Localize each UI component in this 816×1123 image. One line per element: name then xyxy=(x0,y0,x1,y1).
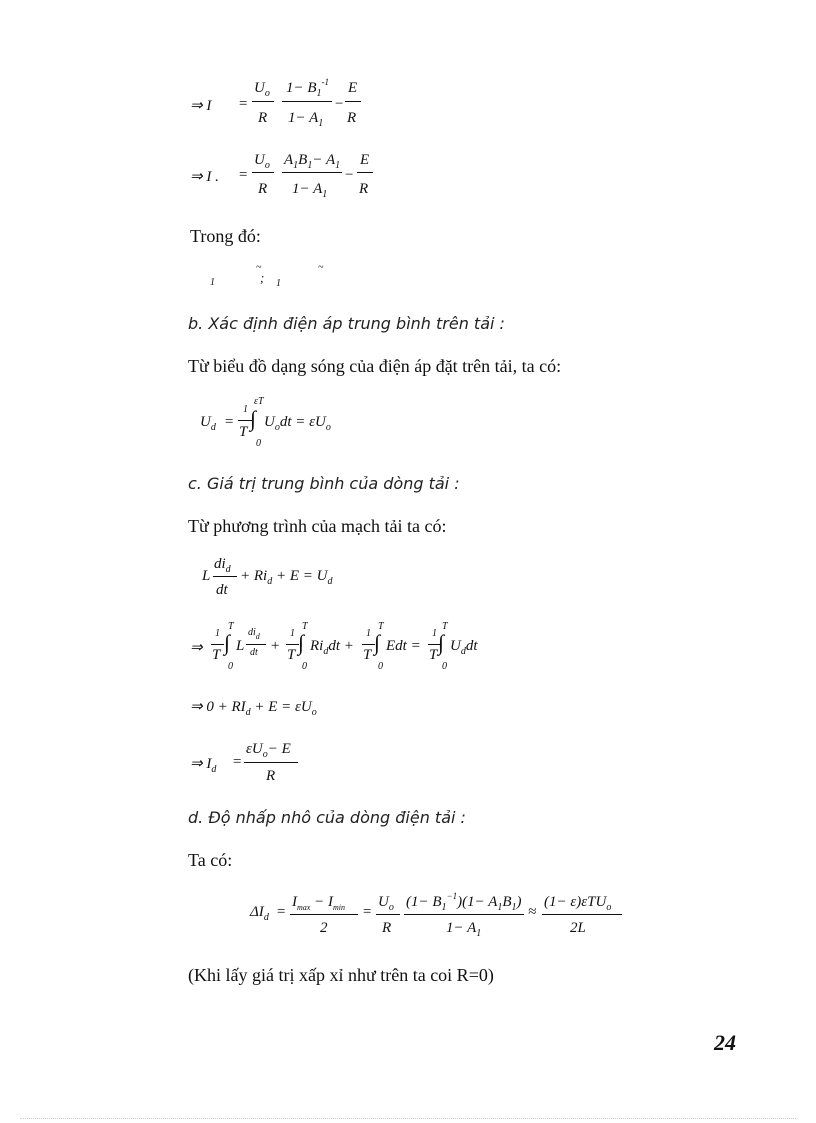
eq2-lhs: ⇒ I . xyxy=(190,169,219,185)
paragraph-c: Từ phương trình của mạch tải ta có: xyxy=(188,516,447,536)
eq7-equals: = xyxy=(232,754,243,770)
eq3-lhs: $U_d$ xyxy=(200,414,216,433)
eq5-t3-upper: T xyxy=(378,621,384,632)
eq7-num: $\varepsilon U_o- E$ xyxy=(246,741,291,760)
eq5-t1-integral: ∫ xyxy=(224,630,231,655)
where-frag-c: ; xyxy=(260,270,265,285)
eq5-t1-di: $di_d$ xyxy=(248,627,260,641)
eq2-equals: = xyxy=(238,167,249,183)
eq2-minus: − xyxy=(344,167,355,183)
eq5-t2-integral: ∫ xyxy=(298,630,305,655)
eq5-t4-lower: 0 xyxy=(442,661,447,672)
eq8-f3-num: $(1- B_1^{-1})(1- A_1B_1)$ xyxy=(406,891,522,913)
paragraph-d: Ta có: xyxy=(188,850,233,870)
equation-average: ⇒ $0 + RI_d + E = \varepsilon U_o$ xyxy=(190,699,317,718)
where-label: Trong đó: xyxy=(190,226,261,246)
eq5-t2-body: $Ri_ddt$ + xyxy=(310,638,354,657)
eq1-frac3-bar xyxy=(345,101,361,102)
where-frag-a: 1 xyxy=(210,277,215,288)
eq8-equals-1: = xyxy=(276,904,287,920)
eq5-t3-integral: ∫ xyxy=(374,630,381,655)
eq8-f4-den: 2L xyxy=(570,920,586,936)
where-frag-b: ~ xyxy=(256,262,262,273)
eq5-t1-upper: T xyxy=(228,621,234,632)
page-number: 24 xyxy=(714,1030,736,1055)
eq5-t4-one: 1 xyxy=(432,628,437,639)
heading-c: c. Giá trị trung bình của dòng tải : xyxy=(188,474,460,493)
eq5-t2-upper: T xyxy=(302,621,308,632)
eq1-equals: = xyxy=(238,96,249,112)
eq5-t4-T: T xyxy=(429,647,438,663)
eq1-frac2-num: $1- B_1^{-1}$ xyxy=(286,77,330,99)
eq4-L: L xyxy=(202,568,211,584)
eq1-frac1-num: $U_o$ xyxy=(254,80,270,99)
eq5-t1-lower: 0 xyxy=(228,661,233,672)
eq5-t3-lower: 0 xyxy=(378,661,383,672)
eq7-frac-bar xyxy=(244,762,298,763)
eq8-equals-2: = xyxy=(362,904,373,920)
eq7-lhs: ⇒ $I_d$ xyxy=(190,756,217,775)
approximation-note: (Khi lấy giá trị xấp xỉ như trên ta coi R=0) xyxy=(188,965,494,985)
eq1-frac3-den: R xyxy=(347,110,357,126)
eq8-f2-den: R xyxy=(382,920,392,936)
eq8-f1-num: $I_{max} - I_{min}$ xyxy=(292,894,345,912)
eq8-f1-den: 2 xyxy=(320,920,328,936)
eq4-rest: + $Ri_d + E = U_d$ xyxy=(240,568,333,587)
eq8-f4-num: (1− ε)εTU$_o$ xyxy=(544,894,612,913)
eq2-frac3-bar xyxy=(357,172,373,173)
eq5-t1-bar xyxy=(211,644,224,645)
eq8-f2-num: $U_o$ xyxy=(378,894,394,913)
footer-line xyxy=(20,1118,796,1119)
eq5-t4-integral: ∫ xyxy=(438,630,445,655)
eq3-T: T xyxy=(239,424,248,440)
eq3-integral: ∫ xyxy=(250,406,257,431)
eq2-frac3-den: R xyxy=(359,181,369,197)
eq8-lhs: $\Delta I_d$ xyxy=(250,904,269,923)
eq8-approx: ≈ xyxy=(528,904,537,920)
eq1-frac1-den: R xyxy=(258,110,268,126)
eq1-frac1-bar xyxy=(252,101,274,102)
eq8-f1-bar xyxy=(290,914,358,915)
eq3-rhs: $U_odt = \varepsilon U_o$ xyxy=(264,414,331,433)
eq7-den: R xyxy=(266,768,276,784)
eq5-t1-L: L xyxy=(236,638,245,654)
eq5-t4-body: $U_ddt$ xyxy=(450,638,478,657)
eq5-t1-one: 1 xyxy=(215,628,220,639)
eq8-f3-bar xyxy=(404,914,524,915)
paragraph-b: Từ biểu đồ dạng sóng của điện áp đặt trên tải, ta có: xyxy=(188,356,562,376)
eq3-one: 1 xyxy=(243,404,248,415)
heading-d: d. Độ nhấp nhô của dòng điện tải : xyxy=(188,808,466,827)
eq5-t3-one: 1 xyxy=(366,628,371,639)
eq4-den: dt xyxy=(216,582,228,598)
eq4-frac-bar xyxy=(213,576,237,577)
eq5-t3-T: T xyxy=(363,647,372,663)
eq2-frac2-den: $1- A_1$ xyxy=(292,181,328,200)
eq1-lhs: ⇒ I xyxy=(190,98,212,114)
eq5-arrow: ⇒ xyxy=(190,640,203,656)
where-frag-d: 1 xyxy=(276,278,281,289)
eq3-equals: = xyxy=(224,414,235,430)
eq2-frac1-bar xyxy=(252,172,274,173)
eq5-t1-dt: dt xyxy=(250,647,258,658)
eq5-t3-body: Edt = xyxy=(386,638,421,654)
eq5-t2-lower: 0 xyxy=(302,661,307,672)
eq4-num: $di_d$ xyxy=(214,556,231,575)
eq3-upper: εT xyxy=(254,396,264,407)
eq5-t1-T: T xyxy=(212,647,221,663)
eq1-frac2-bar xyxy=(282,101,332,102)
eq5-t2-T: T xyxy=(287,647,296,663)
eq1-minus: − xyxy=(334,96,345,112)
eq5-t1-frac-bar xyxy=(246,644,266,645)
eq5-t4-upper: T xyxy=(442,621,448,632)
eq2-frac2-num: $A_1B_1- A_1$ xyxy=(284,152,341,171)
heading-b: b. Xác định điện áp trung bình trên tải : xyxy=(188,314,505,333)
where-frag-e: ~ xyxy=(318,262,324,273)
eq5-plus: + xyxy=(270,638,281,654)
eq1-frac3-num: E xyxy=(348,80,358,96)
eq8-f2-bar xyxy=(376,914,400,915)
eq2-frac3-num: E xyxy=(360,152,370,168)
eq1-frac2-den: $1- A_1$ xyxy=(288,110,324,129)
eq8-f4-bar xyxy=(542,914,622,915)
eq2-frac1-num: $U_o$ xyxy=(254,152,270,171)
eq2-frac2-bar xyxy=(282,172,342,173)
eq3-lower: 0 xyxy=(256,438,261,449)
eq5-t2-one: 1 xyxy=(290,628,295,639)
eq8-f3-den: $1- A_1$ xyxy=(446,920,482,939)
eq2-frac1-den: R xyxy=(258,181,268,197)
